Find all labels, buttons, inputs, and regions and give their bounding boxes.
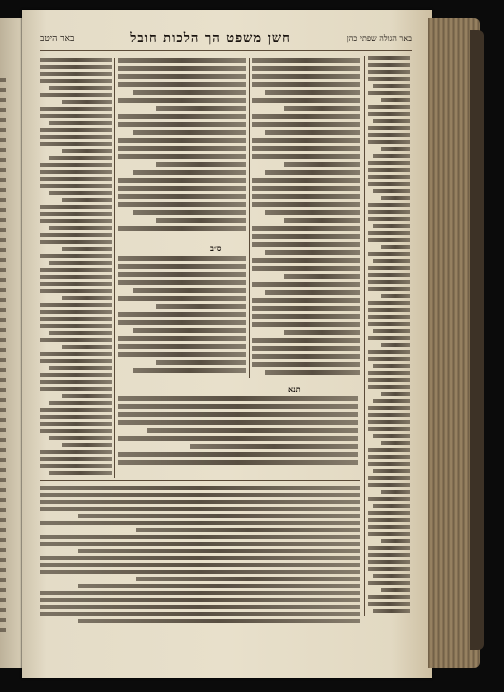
- text-line: [368, 126, 410, 130]
- header-rule: [40, 50, 412, 51]
- text-line: [373, 154, 410, 158]
- text-line: [118, 194, 246, 199]
- text-line: [40, 556, 360, 560]
- text-line: [156, 162, 246, 167]
- text-line: [265, 130, 360, 135]
- text-line: [40, 303, 112, 307]
- text-line: [368, 273, 410, 277]
- text-line: [252, 82, 360, 87]
- text-line: [284, 330, 360, 335]
- text-line: [40, 142, 112, 146]
- text-line: [62, 296, 112, 300]
- text-line: [368, 161, 410, 165]
- text-line: [40, 500, 360, 504]
- text-line: [40, 415, 112, 419]
- text-line: [118, 114, 246, 119]
- text-line: [252, 258, 360, 263]
- text-line: [252, 202, 360, 207]
- text-line: [368, 497, 410, 501]
- text-line: [368, 182, 410, 186]
- main-text-lower: [118, 396, 358, 468]
- text-line: [40, 486, 360, 490]
- running-header: [40, 28, 412, 48]
- text-line: [133, 90, 246, 95]
- text-line: [368, 518, 410, 522]
- text-line: [118, 122, 246, 127]
- text-line: [368, 175, 410, 179]
- text-line: [118, 420, 358, 425]
- text-line: [190, 444, 358, 449]
- text-line: [252, 362, 360, 367]
- text-line: [40, 373, 112, 377]
- text-line: [40, 450, 112, 454]
- text-line: [118, 82, 246, 87]
- text-line: [133, 368, 246, 373]
- text-line: [133, 288, 246, 293]
- text-line: [49, 471, 112, 475]
- text-line: [252, 114, 360, 119]
- text-line: [40, 212, 112, 216]
- text-line: [118, 202, 246, 207]
- text-line: [252, 66, 360, 71]
- text-line: [40, 535, 360, 539]
- text-line: [368, 91, 410, 95]
- text-line: [368, 525, 410, 529]
- text-line: [284, 218, 360, 223]
- text-line: [40, 275, 112, 279]
- text-line: [40, 352, 112, 356]
- text-line: [368, 371, 410, 375]
- text-line: [381, 294, 410, 298]
- text-line: [368, 77, 410, 81]
- text-line: [156, 304, 246, 309]
- column-mark: תנא: [288, 384, 301, 394]
- text-line: [252, 98, 360, 103]
- text-line: [133, 130, 246, 135]
- text-line: [118, 436, 358, 441]
- text-line: [252, 242, 360, 247]
- text-line: [40, 79, 112, 83]
- text-line: [40, 233, 112, 237]
- text-line: [373, 399, 410, 403]
- text-line: [368, 63, 410, 67]
- text-line: [40, 542, 360, 546]
- text-line: [40, 521, 360, 525]
- text-line: [368, 427, 410, 431]
- text-line: [136, 528, 360, 532]
- text-line: [40, 563, 360, 567]
- text-line: [133, 170, 246, 175]
- text-line: [252, 138, 360, 143]
- text-line: [40, 605, 360, 609]
- text-line: [368, 532, 410, 536]
- text-line: [368, 56, 410, 60]
- text-line: [49, 366, 112, 370]
- text-line: [252, 346, 360, 351]
- text-line: [373, 434, 410, 438]
- text-line: [118, 312, 246, 317]
- commentary-left-column: [40, 58, 112, 478]
- text-line: [118, 58, 246, 63]
- text-line: [40, 107, 112, 111]
- text-line: [368, 168, 410, 172]
- text-line: [156, 218, 246, 223]
- text-line: [373, 574, 410, 578]
- text-line: [373, 224, 410, 228]
- text-line: [368, 553, 410, 557]
- text-line: [252, 122, 360, 127]
- text-line: [40, 457, 112, 461]
- text-line: [40, 65, 112, 69]
- text-line: [40, 317, 112, 321]
- text-line: [368, 203, 410, 207]
- text-line: [118, 412, 358, 417]
- text-line: [118, 154, 246, 159]
- footnote-rule: [40, 480, 360, 481]
- text-line: [40, 128, 112, 132]
- text-line: [252, 226, 360, 231]
- text-line: [381, 147, 410, 151]
- text-line: [368, 133, 410, 137]
- section-label: ס״ב: [210, 243, 222, 253]
- text-line: [368, 238, 410, 242]
- text-line: [252, 266, 360, 271]
- text-line: [118, 186, 246, 191]
- text-line: [40, 114, 112, 118]
- text-line: [78, 514, 360, 518]
- text-line: [40, 591, 360, 595]
- text-line: [118, 264, 246, 269]
- text-line: [368, 105, 410, 109]
- text-line: [368, 385, 410, 389]
- text-line: [133, 328, 246, 333]
- text-line: [147, 428, 358, 433]
- column-rule-middle: [249, 58, 250, 378]
- text-line: [373, 259, 410, 263]
- text-line: [368, 217, 410, 221]
- text-line: [368, 308, 410, 312]
- text-line: [252, 186, 360, 191]
- text-line: [368, 567, 410, 571]
- text-line: [368, 315, 410, 319]
- text-line: [252, 282, 360, 287]
- text-line: [118, 336, 246, 341]
- text-line: [368, 210, 410, 214]
- text-line: [252, 314, 360, 319]
- text-line: [373, 364, 410, 368]
- main-text-column-b: [118, 58, 246, 238]
- text-line: [368, 511, 410, 515]
- text-line: [252, 58, 360, 63]
- text-line: [40, 324, 112, 328]
- text-line: [381, 343, 410, 347]
- text-line: [40, 163, 112, 167]
- text-line: [40, 205, 112, 209]
- text-line: [40, 429, 112, 433]
- text-line: [40, 387, 112, 391]
- text-line: [133, 210, 246, 215]
- text-line: [62, 345, 112, 349]
- text-line: [49, 226, 112, 230]
- text-line: [62, 100, 112, 104]
- text-line: [62, 443, 112, 447]
- text-line: [373, 189, 410, 193]
- text-line: [373, 119, 410, 123]
- text-line: [118, 66, 246, 71]
- text-line: [49, 121, 112, 125]
- text-line: [62, 198, 112, 202]
- text-line: [381, 441, 410, 445]
- text-line: [40, 58, 112, 62]
- text-line: [381, 98, 410, 102]
- previous-page-edge: [0, 18, 24, 668]
- header-right: באר הגולה שפתי כהן: [346, 33, 412, 43]
- text-line: [284, 162, 360, 167]
- text-line: [118, 178, 246, 183]
- text-line: [284, 274, 360, 279]
- text-line: [265, 210, 360, 215]
- text-line: [62, 149, 112, 153]
- text-line: [40, 254, 112, 258]
- text-line: [252, 154, 360, 159]
- text-line: [118, 404, 358, 409]
- text-line: [118, 272, 246, 277]
- text-line: [265, 170, 360, 175]
- text-line: [40, 282, 112, 286]
- text-line: [368, 231, 410, 235]
- text-line: [118, 320, 246, 325]
- text-line: [381, 245, 410, 249]
- text-line: [40, 72, 112, 76]
- text-line: [78, 584, 360, 588]
- text-line: [118, 280, 246, 285]
- text-line: [368, 448, 410, 452]
- text-line: [40, 135, 112, 139]
- text-line: [252, 354, 360, 359]
- page-title: חשן משפט הך הלכות חובל: [130, 31, 291, 46]
- column-rule-left: [114, 58, 115, 478]
- text-line: [368, 602, 410, 606]
- text-line: [49, 331, 112, 335]
- text-line: [78, 619, 360, 623]
- text-line: [252, 322, 360, 327]
- text-line: [368, 266, 410, 270]
- text-line: [40, 170, 112, 174]
- text-line: [368, 350, 410, 354]
- main-text-column-c: [118, 256, 246, 378]
- text-line: [62, 247, 112, 251]
- text-line: [49, 86, 112, 90]
- text-line: [381, 490, 410, 494]
- text-line: [118, 296, 246, 301]
- text-line: [40, 408, 112, 412]
- text-line: [252, 146, 360, 151]
- text-line: [118, 98, 246, 103]
- text-line: [368, 483, 410, 487]
- text-line: [368, 560, 410, 564]
- text-line: [40, 464, 112, 468]
- text-line: [40, 338, 112, 342]
- text-line: [368, 546, 410, 550]
- footnote-commentary: [40, 486, 360, 626]
- text-line: [368, 140, 410, 144]
- text-line: [40, 240, 112, 244]
- text-line: [368, 455, 410, 459]
- main-text-column-a: [252, 58, 360, 378]
- text-line: [118, 146, 246, 151]
- text-line: [49, 261, 112, 265]
- previous-page-text: [0, 78, 6, 638]
- text-line: [40, 93, 112, 97]
- text-line: [373, 504, 410, 508]
- text-line: [40, 380, 112, 384]
- text-line: [373, 469, 410, 473]
- margin-commentary-right: [368, 56, 410, 616]
- text-line: [40, 268, 112, 272]
- text-line: [252, 194, 360, 199]
- text-line: [40, 507, 360, 511]
- text-line: [156, 360, 246, 365]
- text-line: [40, 422, 112, 426]
- text-line: [265, 370, 360, 375]
- text-line: [373, 84, 410, 88]
- text-line: [78, 549, 360, 553]
- text-line: [368, 357, 410, 361]
- text-line: [368, 336, 410, 340]
- text-line: [40, 219, 112, 223]
- text-line: [265, 250, 360, 255]
- text-line: [381, 588, 410, 592]
- text-line: [284, 106, 360, 111]
- text-line: [368, 112, 410, 116]
- text-line: [252, 178, 360, 183]
- text-line: [118, 460, 358, 465]
- text-line: [40, 177, 112, 181]
- text-line: [368, 595, 410, 599]
- text-line: [49, 156, 112, 160]
- text-line: [252, 306, 360, 311]
- text-line: [368, 413, 410, 417]
- text-line: [373, 329, 410, 333]
- text-line: [118, 352, 246, 357]
- text-line: [368, 287, 410, 291]
- text-line: [252, 74, 360, 79]
- text-line: [368, 462, 410, 466]
- header-left: באר היטב: [40, 33, 75, 44]
- text-line: [265, 90, 360, 95]
- text-line: [368, 70, 410, 74]
- text-line: [40, 570, 360, 574]
- text-line: [118, 74, 246, 79]
- text-line: [49, 401, 112, 405]
- text-line: [118, 344, 246, 349]
- text-line: [252, 234, 360, 239]
- text-line: [368, 581, 410, 585]
- text-line: [118, 256, 246, 261]
- text-line: [368, 252, 410, 256]
- text-line: [49, 436, 112, 440]
- text-line: [252, 338, 360, 343]
- text-line: [40, 359, 112, 363]
- text-line: [40, 289, 112, 293]
- text-line: [368, 322, 410, 326]
- text-line: [368, 378, 410, 382]
- text-line: [265, 290, 360, 295]
- text-line: [381, 196, 410, 200]
- text-line: [381, 392, 410, 396]
- text-line: [368, 420, 410, 424]
- text-line: [118, 226, 246, 231]
- text-line: [40, 310, 112, 314]
- text-line: [118, 452, 358, 457]
- book-cover-edge: [470, 30, 484, 650]
- column-rule-right: [364, 56, 365, 616]
- text-line: [156, 106, 246, 111]
- text-line: [368, 280, 410, 284]
- text-line: [368, 406, 410, 410]
- text-line: [40, 598, 360, 602]
- text-line: [136, 577, 360, 581]
- text-line: [49, 191, 112, 195]
- text-line: [368, 476, 410, 480]
- text-line: [118, 138, 246, 143]
- text-line: [40, 493, 360, 497]
- text-line: [373, 609, 410, 613]
- text-line: [118, 396, 358, 401]
- text-line: [40, 612, 360, 616]
- text-line: [252, 298, 360, 303]
- text-line: [368, 301, 410, 305]
- text-line: [381, 539, 410, 543]
- text-line: [40, 184, 112, 188]
- text-line: [62, 394, 112, 398]
